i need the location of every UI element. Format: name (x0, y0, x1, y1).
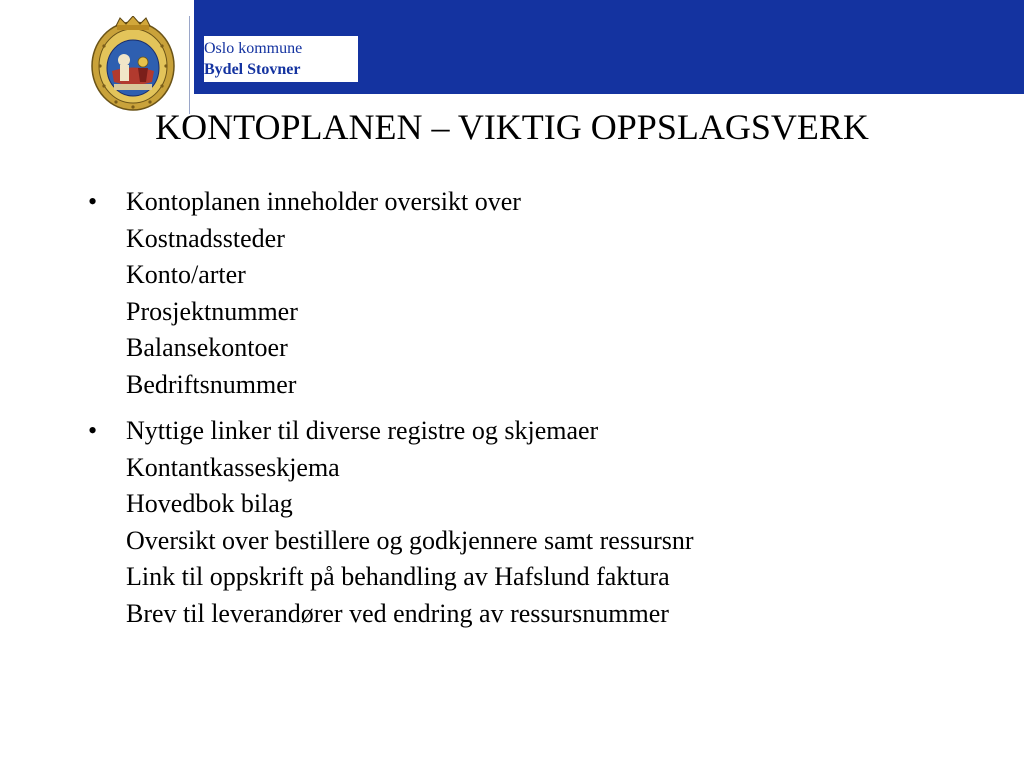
oslo-coat-of-arms-icon (90, 16, 176, 116)
seal-inner (107, 40, 159, 96)
sub-item: Konto/arter (126, 260, 246, 289)
bullet-marker: • (88, 187, 98, 216)
bullet-list (88, 184, 988, 642)
org-name: Oslo kommune (204, 40, 303, 57)
bullet-item (88, 413, 988, 632)
organisation-label (204, 36, 358, 82)
sub-item: Link til oppskrift på behandling av Hafslund faktura (126, 562, 670, 591)
sub-item: Balansekontoer (126, 333, 288, 362)
bullet-marker: • (88, 416, 98, 445)
sub-item: Bedriftsnummer (126, 369, 297, 399)
seal-crown (116, 16, 150, 30)
sub-item: Oversikt over bestillere og godkjennere samt ressursnr (126, 525, 694, 555)
org-unit: Bydel Stovner (204, 61, 301, 78)
bullet-heading: Nyttige linker til diverse registre og skjemaer (126, 416, 599, 445)
sub-item: Prosjektnummer (126, 296, 298, 326)
sub-item: Kostnadssteder (126, 223, 285, 253)
bullet-item (88, 184, 988, 403)
sub-item: Hovedbok bilag (126, 489, 293, 518)
bullet-heading: Kontoplanen inneholder oversikt over (126, 187, 521, 216)
slide-title: KONTOPLANEN – VIKTIG OPPSLAGSVERK (155, 107, 869, 147)
header-divider (189, 16, 190, 114)
sub-item: Kontantkasseskjema (126, 452, 340, 482)
sub-item: Brev til leverandører ved endring av ressursnummer (126, 598, 669, 628)
